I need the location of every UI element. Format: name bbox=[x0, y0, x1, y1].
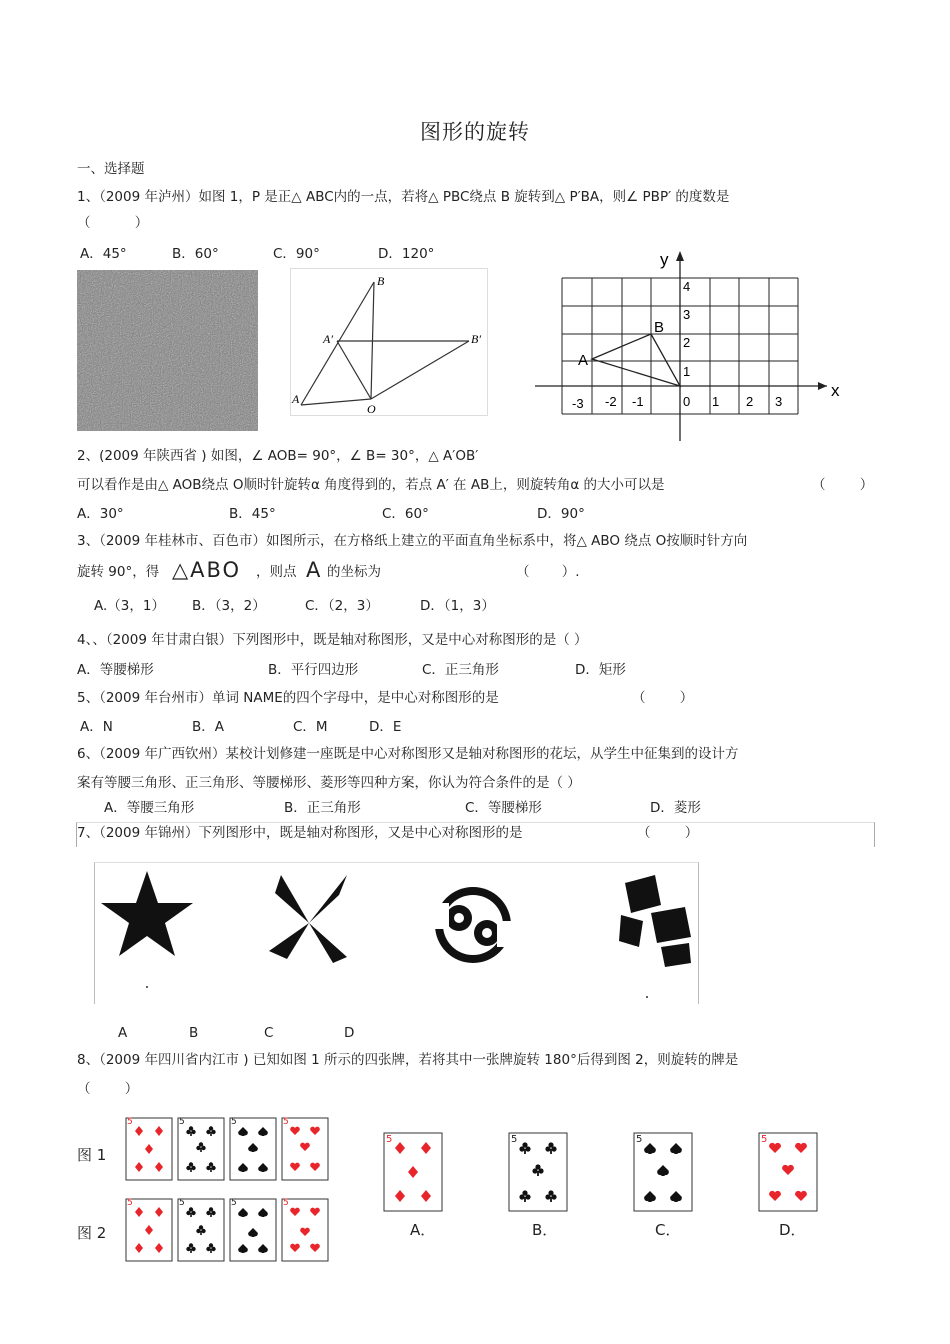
y-axis-label: y bbox=[660, 250, 669, 269]
q7-text: 7、（2009 年锦州）下列图形中，既是轴对称图形，又是中心对称图形的是 bbox=[77, 825, 523, 841]
x-tick-3: 3 bbox=[775, 394, 783, 409]
card-rank: 5 bbox=[511, 1134, 518, 1145]
q7-shapes-figure bbox=[94, 862, 699, 1004]
q8-label-a: A． bbox=[410, 1221, 436, 1239]
q1-text: 1、（2009 年泸州）如图 1，P 是正△ ABC内的一点，若将△ PBC绕点 B 旋转到△ P′BA，则∠ PBP′ 的度数是 bbox=[77, 189, 730, 205]
y-tick-1: 1 bbox=[683, 364, 691, 379]
label-o: O bbox=[367, 402, 376, 416]
q6-option-d: D．菱形 bbox=[650, 800, 701, 816]
answer-card-row bbox=[383, 1132, 823, 1214]
q3-text-2c: 的坐标为 bbox=[327, 564, 381, 580]
card-rank: 5 bbox=[283, 1117, 289, 1127]
q3-option-c: C．（2，3） bbox=[305, 598, 379, 614]
card-rank: 5 bbox=[127, 1198, 133, 1208]
q5-option-a: A．N bbox=[80, 719, 113, 735]
q8-text: 8、（2009 年四川省内江市 ) 已知如图 1 所示的四张牌，若将其中一张牌旋转 180°后得到图 2，则旋转的牌是 bbox=[77, 1052, 739, 1068]
q2-option-d: D．90° bbox=[537, 506, 585, 522]
q4-text: 4、、（2009 年甘肃白银）下列图形中，既是轴对称图形，又是中心对称图形的是（ ） bbox=[77, 632, 588, 648]
q7-label-d: D bbox=[344, 1025, 355, 1041]
rotation-triangle-figure bbox=[290, 268, 488, 416]
q5-option-c: C．M bbox=[293, 719, 328, 735]
q7-shapes bbox=[95, 863, 700, 1005]
card-rank: 5 bbox=[231, 1198, 237, 1208]
cards-figures bbox=[125, 1117, 335, 1263]
q6-option-a: A．等腰三角形 bbox=[104, 800, 195, 816]
page-title: 图形的旋转 bbox=[420, 120, 530, 144]
x-tick-2: 2 bbox=[746, 394, 754, 409]
x-tick-neg2: -2 bbox=[605, 394, 617, 409]
q1-option-b: B．60° bbox=[172, 246, 219, 262]
q8-label-b: B． bbox=[532, 1221, 558, 1239]
answer-card-d bbox=[759, 1133, 817, 1211]
x-tick-neg1: -1 bbox=[632, 394, 644, 409]
q3-text-2b: ，则点 bbox=[256, 564, 297, 580]
q6-option-b: B．正三角形 bbox=[284, 800, 361, 816]
q1-option-c: C．90° bbox=[273, 246, 320, 262]
q6-option-c: C．等腰梯形 bbox=[465, 800, 542, 816]
q2-option-c: C．60° bbox=[382, 506, 429, 522]
q4-option-a: A．等腰梯形 bbox=[77, 662, 154, 678]
q7-paren: （ ） bbox=[637, 825, 699, 841]
q8-label-c: C． bbox=[655, 1221, 681, 1239]
q3-triangle-abo: △ABO bbox=[172, 558, 242, 582]
q1-option-a: A．45° bbox=[80, 246, 127, 262]
q5-option-b: B．A bbox=[192, 719, 224, 735]
q2-text-1: 2、(2009 年陕西省 ) 如图，∠ AOB= 90°，∠ B= 30°，△ A′OB′ bbox=[77, 448, 479, 464]
answer-card-c bbox=[634, 1133, 692, 1211]
y-tick-3: 3 bbox=[683, 307, 691, 322]
card-rank: 5 bbox=[127, 1117, 133, 1127]
card-rank: 5 bbox=[231, 1117, 237, 1127]
q2-option-a: A．30° bbox=[77, 506, 124, 522]
q6-text-2: 案有等腰三角形、正三角形、等腰梯形、菱形等四种方案，你认为符合条件的是（ ） bbox=[77, 775, 581, 791]
q8-label-d: D． bbox=[779, 1221, 806, 1239]
q3-option-a: A.（3，1） bbox=[94, 598, 165, 614]
card-rank: 5 bbox=[283, 1198, 289, 1208]
noise-image bbox=[77, 270, 258, 431]
q4-option-d: D．矩形 bbox=[575, 662, 626, 678]
card-rows bbox=[125, 1117, 335, 1263]
q3-text-1: 3、（2009 年桂林市、百色市）如图所示，在方格纸上建立的平面直角坐标系中，将△ ABO 绕点 O按顺时针方向 bbox=[77, 533, 748, 549]
q4-option-c: C．正三角形 bbox=[422, 662, 499, 678]
q7-label-c: C bbox=[264, 1025, 274, 1041]
section-heading: 一、选择题 bbox=[77, 161, 145, 177]
q5-paren: （ ） bbox=[632, 690, 694, 706]
triangle-diagram bbox=[291, 269, 489, 417]
q5-text: 5、（2009 年台州市）单词 NAME的四个字母中，是中心对称图形的是 bbox=[77, 690, 499, 706]
q3-text-2a: 旋转 90°，得 bbox=[77, 564, 160, 580]
q3-point-a: A bbox=[306, 558, 321, 582]
y-tick-2: 2 bbox=[683, 335, 691, 350]
coordinate-grid-figure bbox=[535, 248, 853, 443]
star-shape bbox=[101, 871, 193, 956]
x-axis-label: x bbox=[831, 381, 840, 400]
answer-card-b bbox=[509, 1133, 567, 1211]
figure-2-label: 图 2 bbox=[77, 1224, 107, 1242]
card-rank: 5 bbox=[179, 1117, 185, 1127]
q1-option-d: D．120° bbox=[378, 246, 435, 262]
label-b-prime: B′ bbox=[471, 332, 481, 346]
card-rank: 5 bbox=[386, 1134, 393, 1145]
rotated-squares-shape bbox=[619, 875, 691, 967]
card-rank: 5 bbox=[179, 1198, 185, 1208]
x-tick-1: 1 bbox=[712, 394, 720, 409]
label-a-prime: A′ bbox=[323, 332, 333, 346]
q3-paren: （ ）. bbox=[516, 564, 580, 580]
pinwheel-shape bbox=[269, 875, 347, 963]
answer-card-a bbox=[384, 1133, 442, 1211]
label-b: B bbox=[377, 274, 385, 288]
y-tick-4: 4 bbox=[683, 279, 691, 294]
x-tick-neg3: -3 bbox=[572, 396, 584, 411]
point-b-label: B bbox=[654, 319, 665, 336]
q5-option-d: D．E bbox=[369, 719, 402, 735]
q3-option-d: D．（1，3） bbox=[420, 598, 495, 614]
fig1-row bbox=[126, 1118, 328, 1180]
q1-paren: （ ） bbox=[77, 215, 149, 231]
fig2-row bbox=[126, 1199, 328, 1261]
q3-option-b: B．（3，2） bbox=[192, 598, 266, 614]
card-rank: 5 bbox=[761, 1134, 768, 1145]
q7-label-b: B bbox=[189, 1025, 199, 1041]
point-a-label: A bbox=[578, 352, 589, 369]
q8-paren: （ ） bbox=[77, 1081, 139, 1097]
q2-paren: （ ） bbox=[812, 477, 874, 493]
q2-text-2: 可以看作是由△ AOB绕点 O顺时针旋转α 角度得到的，若点 A′ 在 AB上，则旋转角α 的大小可以是 bbox=[77, 477, 665, 493]
coordinate-grid bbox=[535, 248, 853, 443]
card-rank: 5 bbox=[636, 1134, 643, 1145]
q4-option-b: B．平行四边形 bbox=[268, 662, 359, 678]
yinyang-shape bbox=[435, 887, 513, 963]
q2-option-b: B．45° bbox=[229, 506, 276, 522]
noise-figure bbox=[77, 270, 258, 431]
q6-text-1: 6、（2009 年广西钦州）某校计划修建一座既是中心对称图形又是轴对称图形的花坛，从学生中征集到的设计方 bbox=[77, 746, 739, 762]
answer-cards bbox=[383, 1132, 823, 1214]
x-tick-0: 0 bbox=[683, 394, 691, 409]
label-a: A bbox=[292, 392, 300, 406]
figure-1-label: 图 1 bbox=[77, 1146, 107, 1164]
q7-label-a: A bbox=[118, 1025, 128, 1041]
